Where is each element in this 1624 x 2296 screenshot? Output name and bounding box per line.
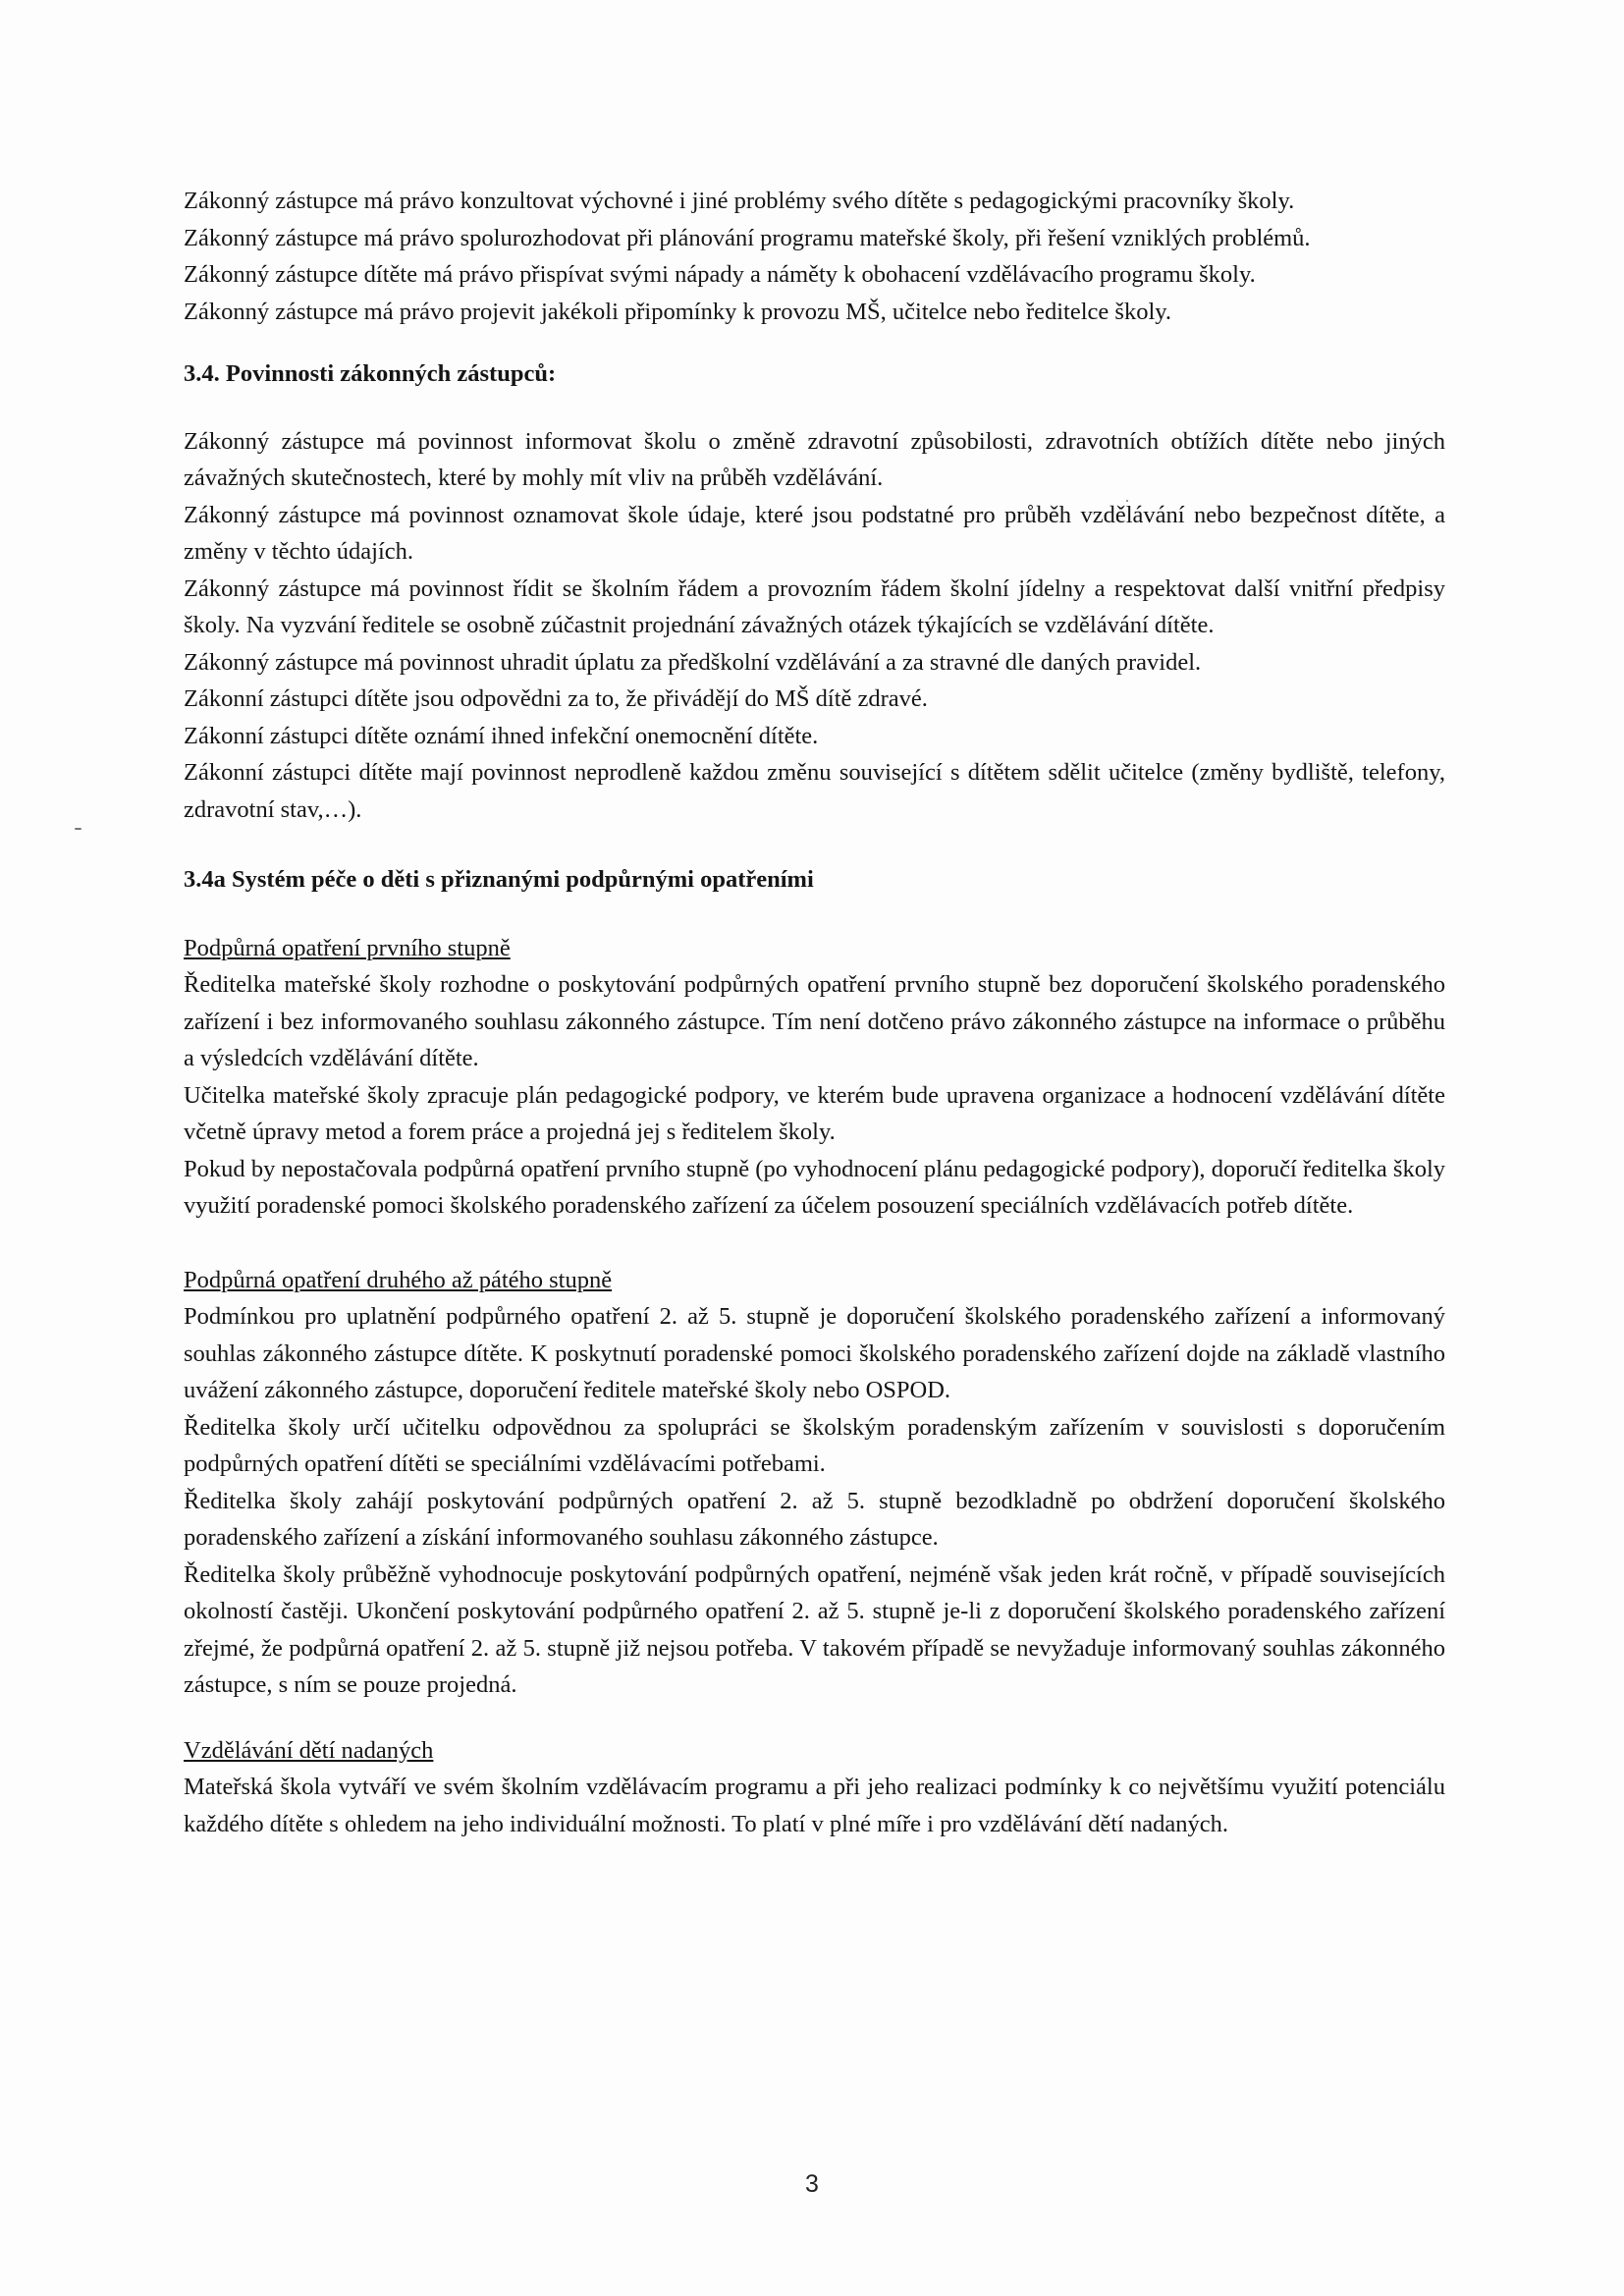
obligation-paragraph: Zákonný zástupce má povinnost uhradit úplatu za předškolní vzdělávání a za stravné dle daných pravidel. [184, 648, 1202, 676]
support-paragraph: Učitelka mateřské školy zpracuje plán pedagogické podpory, ve kterém bude upravena organizace a hodnocení vzdělávání dítěte včetně úpravy metod a forem práce a projedná jej s ředitelem školy. [184, 1081, 1445, 1145]
rights-paragraph: Zákonný zástupce má právo konzultovat výchovné i jiné problémy svého dítěte s pedagogickými pracovníky školy. [184, 188, 1295, 214]
scan-speck [75, 828, 81, 830]
support-paragraph: Mateřská škola vytváří ve svém školním vzdělávacím programu a při jeho realizaci podmínky k co největšímu využití potenciálu každého dítěte s ohledem na jeho individuální možnosti. To platí v plné míře i pro vzdělávání dětí nadaných. [184, 1774, 1445, 1837]
support-paragraph: Podmínkou pro uplatnění podpůrného opatření 2. až 5. stupně je doporučení školského poradenského zařízení a informovaný souhlas zákonného zástupce dítěte. K poskytnutí poradenské pomoci školského poradenského zařízení dojde na základě vlastního uvážení zákonného zástupce, doporučení ředitele mateřské školy nebo OSPOD. [184, 1303, 1445, 1403]
subsection-title-gifted-children: Vzdělávání dětí nadaných [184, 1736, 434, 1764]
rights-paragraph: Zákonný zástupce má právo spolurozhodovat při plánování programu mateřské školy, při řešení vzniklých problémů. [184, 224, 1311, 251]
support-paragraph: Ředitelka školy zahájí poskytování podpůrných opatření 2. až 5. stupně bezodkladně po obdržení doporučení školského poradenského zařízení a získání informovaného souhlasu zákonného zástupce. [184, 1487, 1445, 1551]
support-paragraph: Ředitelka školy průběžně vyhodnocuje poskytování podpůrných opatření, nejméně však jeden krát ročně, v případě souvisejících okolností častěji. Ukončení poskytování podpůrného opatření 2. až 5. stupně je-li z doporučení školského poradenského zařízení zřejmé, že podpůrná opatření 2. až 5. stupně již nejsou potřeba. V takovém případě se nevyžaduje informovaný souhlas zákonného zástupce, s ním se pouze projedná. [184, 1560, 1445, 1698]
support-paragraph: Ředitelka školy určí učitelku odpovědnou za spolupráci se školským poradenským zařízením v souvislosti s doporučením podpůrných opatření dítěti se speciálními vzdělávacími potřebami. [184, 1413, 1445, 1477]
obligation-paragraph: Zákonný zástupce má povinnost oznamovat škole údaje, které jsou podstatné pro průběh vzdělávání nebo bezpečnost dítěte, a změny v těchto údajích. [184, 501, 1445, 565]
obligation-paragraph: Zákonný zástupce má povinnost informovat školu o změně zdravotní způsobilosti, zdravotních obtížích dítěte nebo jiných závažných skutečnostech, které by mohly mít vliv na průběh vzdělávání. [184, 427, 1445, 491]
scan-speck [1126, 500, 1128, 502]
page-number: 3 [805, 2170, 819, 2198]
obligation-paragraph: Zákonný zástupce má povinnost řídit se školním řádem a provozním řádem školní jídelny a respektovat další vnitřní předpisy školy. Na vyzvání ředitele se osobně zúčastnit projednání závažných otázek týkajících se vzdělávání dítěte. [184, 574, 1445, 638]
subsection-title-second-to-fifth-degree: Podpůrná opatření druhého až pátého stupně [184, 1266, 613, 1293]
subsection-title-first-degree: Podpůrná opatření prvního stupně [184, 934, 511, 961]
page-content [184, 183, 1445, 1842]
obligation-paragraph: Zákonní zástupci dítěte mají povinnost neprodleně každou změnu související s dítětem sdělit učitelce (změny bydliště, telefony, zdravotní stav,…). [184, 759, 1445, 823]
support-paragraph: Pokud by nepostačovala podpůrná opatření prvního stupně (po vyhodnocení plánu pedagogické podpory), doporučí ředitelka školy využití poradenské pomoci školského poradenského zařízení za účelem posouzení speciálních vzdělávacích potřeb dítěte. [184, 1155, 1445, 1219]
support-paragraph: Ředitelka mateřské školy rozhodne o poskytování podpůrných opatření prvního stupně bez doporučení školského poradenského zařízení i bez informovaného souhlasu zákonného zástupce. Tím není dotčeno právo zákonného zástupce na informace o průběhu a výsledcích vzdělávání dítěte. [184, 971, 1445, 1071]
obligation-paragraph: Zákonní zástupci dítěte oznámí ihned infekční onemocnění dítěte. [184, 722, 819, 749]
rights-paragraph: Zákonný zástupce má právo projevit jakékoli připomínky k provozu MŠ, učitelce nebo ředitelce školy. [184, 298, 1172, 325]
rights-paragraph: Zákonný zástupce dítěte má právo přispívat svými nápady a náměty k obohacení vzdělávacího programu školy. [184, 261, 1256, 288]
section-heading-3-4: 3.4. Povinnosti zákonných zástupců: [184, 360, 557, 387]
obligation-paragraph: Zákonní zástupci dítěte jsou odpovědni za to, že přivádějí do MŠ dítě zdravé. [184, 685, 928, 712]
section-heading-3-4a: 3.4a Systém péče o děti s přiznanými podpůrnými opatřeními [184, 866, 814, 893]
